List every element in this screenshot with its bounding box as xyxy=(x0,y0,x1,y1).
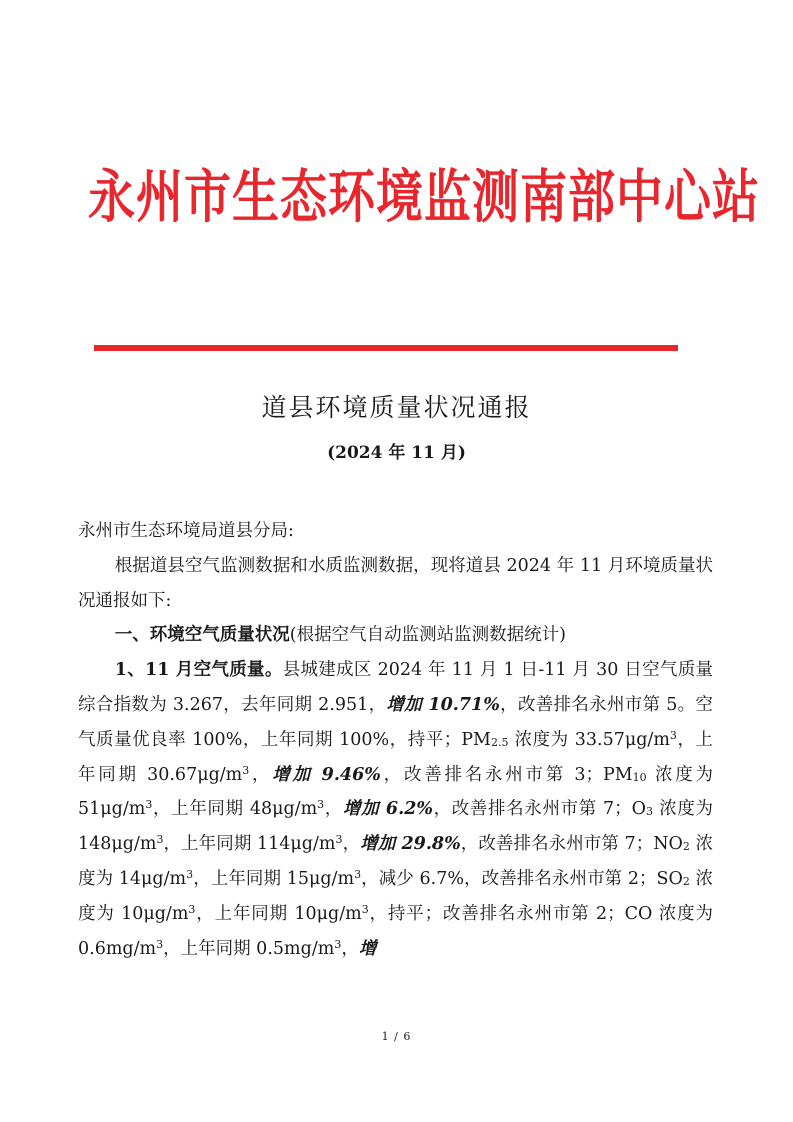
change-increase: 增加 29.8% xyxy=(360,834,461,855)
change-increase: 增加 9.46% xyxy=(272,764,381,785)
intro-paragraph: 根据道县空气监测数据和水质监测数据，现将道县 2024 年 11 月环境质量状况通报如下: xyxy=(78,555,713,611)
document-body xyxy=(78,514,713,966)
change-increase: 增 xyxy=(358,938,377,959)
section-heading-text: 一、环境空气质量状况 xyxy=(114,625,290,646)
change-increase: 增加 6.2% xyxy=(342,799,434,820)
document-period: (2024 年 11 月) xyxy=(327,443,466,463)
salutation: 永州市生态环境局道县分局: xyxy=(78,521,294,541)
section-heading-note: (根据空气自动监测站监测数据统计) xyxy=(289,625,566,646)
document-title: 道县环境质量状况通报 xyxy=(261,393,532,422)
paragraph-lead: 1、11 月空气质量。 xyxy=(114,660,283,681)
air-quality-paragraph: 1、11 月空气质量。县城建成区 2024 年 11 月 1 日-11 月 30 日空气质量综合指数为 3.267，去年同期 2.951，增加 10.71%，改善排名永州市第 5。空气质量优良率 100%，上年同期 100%，持平；$PM_{2.5}$ 浓度为 $33.57\mu g/m^3$，上年同期 $30.67\mu g/m^3$，增加 9.46%，改善排名永州市第 3；$PM_{10}$ 浓度为 $51\mu g/m^3$，上年同期 $48\mu g/m^3$，增加 6.2%，改善排名永州市第 7；$O_3$ 浓度为 $148\mu g/m^3$，上年同期 $114\mu g/m^3$，增加 29.8%，改善排名永州市第 7；$NO_2$ 浓度为 $14\mu g/m^3$，上年同期 $15\mu g/m^3$，减少 6.7%，改善排名永州市第 2；$SO_2$ 浓度为 $10\mu g/m^3$，上年同期 $10\mu g/m^3$，持平；改善排名永州市第 2；CO 浓度为 $0.6mg/m^3$，上年同期 $0.5mg/m^3$，增 xyxy=(78,660,714,959)
page-number: 1 / 6 xyxy=(381,1030,412,1043)
section-heading-air xyxy=(78,618,713,653)
header-red-rule xyxy=(94,345,678,351)
organization-header: 永州市生态环境监测南部中心站 xyxy=(88,164,760,232)
change-increase: 增加 10.71% xyxy=(386,694,500,715)
